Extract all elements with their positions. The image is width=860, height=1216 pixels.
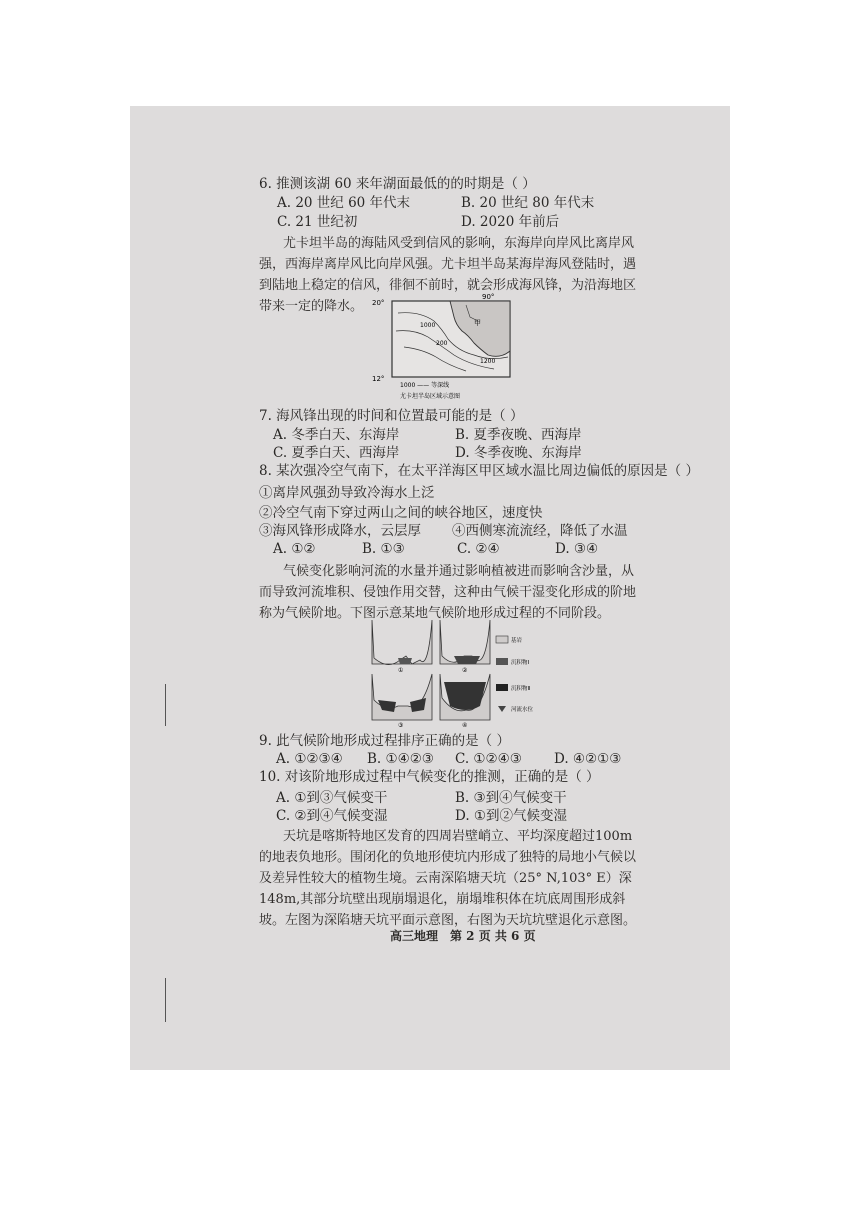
q7-option-a: A. 冬季白天、东海岸 bbox=[273, 427, 400, 443]
map-caption: 尤卡坦半岛区域示意图 bbox=[400, 393, 461, 400]
legend-water-level: 河流水位 bbox=[511, 707, 534, 713]
depth-label-1000: 1000 bbox=[420, 322, 436, 329]
panel-label-2: ② bbox=[462, 667, 468, 674]
q10-option-d: D. ①到②气候变湿 bbox=[455, 808, 568, 824]
region-jia: 甲 bbox=[474, 319, 481, 327]
q7-option-c: C. 夏季白天、西海岸 bbox=[273, 445, 400, 461]
q7-stem: 7. 海风锋出现的时间和位置最可能的是（ ） bbox=[259, 408, 524, 424]
map-lat-20: 20° bbox=[372, 299, 385, 307]
terrace-panel-3 bbox=[372, 674, 432, 720]
q6-option-c: C. 21 世纪初 bbox=[277, 214, 358, 230]
q8-statement-1: ①离岸风强劲导致冷海水上泛 bbox=[259, 485, 435, 501]
map-legend: 1000 —— 等深线 bbox=[400, 382, 450, 389]
q7-option-d: D. 冬季夜晚、东海岸 bbox=[455, 445, 582, 461]
q6-option-d: D. 2020 年前后 bbox=[461, 214, 560, 230]
q8-statement-3: ③海风锋形成降水，云层厚 bbox=[259, 523, 421, 539]
binding-mark-1 bbox=[165, 684, 166, 726]
panel-label-4: ④ bbox=[462, 722, 468, 728]
legend-bedrock: 基岩 bbox=[511, 638, 523, 644]
panel-label-1: ① bbox=[398, 667, 404, 674]
q9-stem: 9. 此气候阶地形成过程排序正确的是（ ） bbox=[259, 733, 510, 749]
q10-option-b: B. ③到④气候变干 bbox=[455, 790, 567, 806]
map-lat-12: 12° bbox=[372, 375, 385, 383]
legend-sediment-2: 沉积物Ⅱ bbox=[511, 686, 531, 692]
q8-stem: 8. 某次强冷空气南下，在太平洋海区甲区域水温比周边偏低的原因是（ ） bbox=[259, 463, 699, 479]
q9-option-b: B. ①④②③ bbox=[367, 751, 434, 767]
q10-option-a: A. ①到③气候变干 bbox=[276, 790, 388, 806]
legend-swatch-sediment2 bbox=[496, 684, 508, 691]
q7-option-b: B. 夏季夜晚、西海岸 bbox=[455, 427, 582, 443]
q8-statement-2: ②冷空气南下穿过两山之间的峡谷地区，速度快 bbox=[259, 505, 543, 521]
panel-label-3: ③ bbox=[398, 722, 404, 728]
q9-option-a: A. ①②③④ bbox=[276, 751, 343, 767]
panel4-fill bbox=[444, 682, 486, 710]
terrace-figure bbox=[368, 616, 546, 728]
legend-swatch-sediment1 bbox=[496, 658, 508, 665]
q8-option-d: D. ③④ bbox=[555, 541, 599, 557]
panel1-river bbox=[398, 658, 412, 664]
q8-statement-4: ④西侧寒流流经，降低了水温 bbox=[452, 523, 628, 539]
q8-option-c: C. ②④ bbox=[457, 541, 500, 557]
tiankeng-paragraph: 天坑是喀斯特地区发育的四周岩壁峭立、平均深度超过100m的地表负地形。围闭化的负地形使坑内形成了独特的局地小气候以及差异性较大的植物生境。云南深陷塘天坑（25° N,103° E）深 148m,其部分坑壁出现崩塌退化，崩塌堆积体在坑底周围形成斜坡。左图为深陷塘天坑平面示意图，右图为天坑坑壁退化示意图。 bbox=[259, 829, 637, 928]
panel2-sediment bbox=[454, 656, 480, 664]
q6-option-b: B. 20 世纪 80 年代末 bbox=[461, 195, 595, 211]
depth-label-1200: 1200 bbox=[480, 358, 496, 365]
legend-swatch-water bbox=[498, 706, 506, 712]
q8-option-b: B. ①③ bbox=[362, 541, 405, 557]
q9-option-c: C. ①②④③ bbox=[455, 751, 522, 767]
terrace-panel-1 bbox=[372, 620, 432, 665]
panel3-sediment-right bbox=[410, 698, 426, 712]
legend-sediment-1: 沉积物Ⅰ bbox=[511, 660, 530, 666]
q9-option-d: D. ④②①③ bbox=[554, 751, 622, 767]
q10-option-c: C. ②到④气候变湿 bbox=[276, 808, 388, 824]
q10-stem: 10. 对该阶地形成过程中气候变化的推测，正确的是（ ） bbox=[259, 769, 600, 785]
page-footer: 高三地理 第 2 页 共 6 页 bbox=[390, 929, 536, 943]
legend-swatch-bedrock bbox=[496, 636, 508, 643]
yucatan-paragraph: 尤卡坦半岛的海陆风受到信风的影响，东海岸向岸风比离岸风强，西海岸离岸风比向岸风强。尤卡坦半岛某海岸海风登陆时，遇到陆地上稳定的信风，徘徊不前时，就会形成海风锋，为沿海地区带来一定的降水。 bbox=[259, 236, 637, 314]
q8-option-a: A. ①② bbox=[273, 541, 316, 557]
depth-label-200: 200 bbox=[436, 340, 448, 347]
q6-option-a: A. 20 世纪 60 年代末 bbox=[277, 195, 411, 211]
q6-stem: 6. 推测该湖 60 来年湖面最低的的时期是（ ） bbox=[259, 176, 536, 192]
binding-mark-2 bbox=[165, 978, 166, 1022]
terrace-paragraph: 气候变化影响河流的水量并通过影响植被进而影响含沙量，从而导致河流堆积、侵蚀作用交替，这种由气候干湿变化形成的阶地称为气候阶地。下图示意某地气候阶地形成过程的不同阶段。 bbox=[259, 564, 637, 621]
map-lon-90: 90° bbox=[482, 293, 495, 301]
yucatan-map bbox=[370, 291, 520, 403]
